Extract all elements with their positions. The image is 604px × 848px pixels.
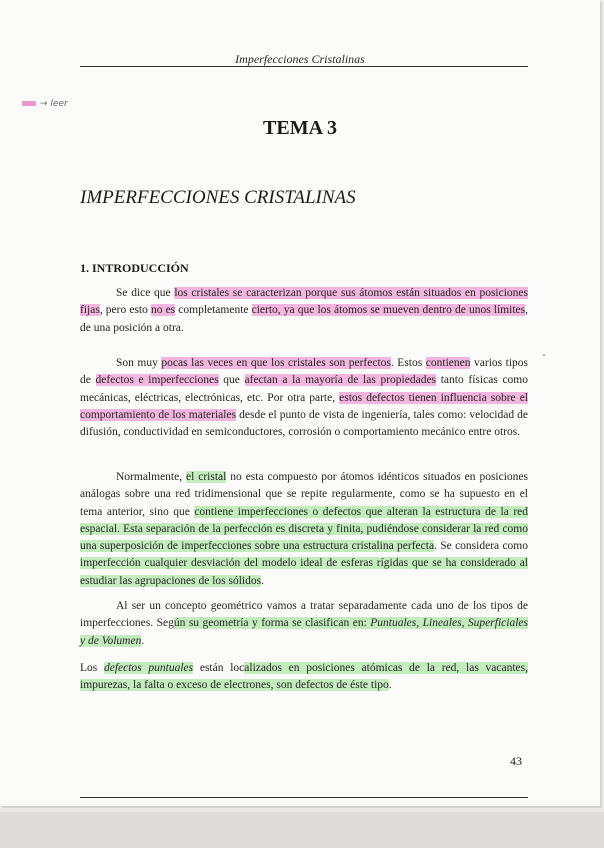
text-run: Se dice que <box>116 287 175 299</box>
paragraph-2 <box>80 355 528 441</box>
highlight-swatch <box>22 101 36 106</box>
running-head: Imperfecciones Cristalinas <box>235 52 365 66</box>
text-run: . Estos <box>390 357 426 369</box>
scan-background-strip <box>0 812 604 848</box>
highlight-green: imperfección cualquier desviación del modelo ideal de esferas rígidas que se ha considerado al estudiar las agrupaciones de los sólidos <box>80 557 528 587</box>
text-run: . <box>261 574 264 587</box>
highlight-pink: cierto, ya que los átomos se mueven dentro de unos límites <box>251 304 526 317</box>
text-run: desde el punto de vista de ingeniería, tales como: velocidad de difusión, conductividad en semiconductores, corrosión o comportamiento mecánico entre otros. <box>80 408 528 439</box>
margin-note <box>22 99 68 109</box>
text-run: . <box>388 679 392 692</box>
highlight-pink: pocas las veces en que los cristales son perfectos <box>161 357 391 369</box>
paragraph-4 <box>80 598 528 650</box>
highlight-pink: afectan a la mayoría de las propiedades <box>244 374 437 387</box>
highlight-green: el cristal <box>186 471 227 483</box>
footer-rule <box>80 797 528 798</box>
margin-note-text: → leer <box>40 99 68 109</box>
text-run: . <box>141 634 145 647</box>
paragraph-5 <box>80 660 528 695</box>
text-run: no esta compuesto por átomos idénticos situados en posiciones análogas sobre una red tridimensional que se repite regularmente, como se ha supuesto en el tema anterior, sino que <box>80 471 529 518</box>
text-run: que <box>218 374 245 387</box>
text-run: , de una posición a otra. <box>80 304 528 334</box>
chapter-title: IMPERFECCIONES CRISTALINAS <box>80 187 356 208</box>
highlight-green: contiene imperfecciones o defectos que alteran la estructura de la red espacial. Esta separación de la perfección es discreta y finita, pudiéndose considerar la red como una superposición de imperfecciones sobre una estructura cristalina perfecta <box>80 505 529 553</box>
highlight-green: alizados en posiciones atómicas de la red, las vacantes, impurezas, la falta o exceso de electrones, son defectos de éste tipo <box>80 662 529 692</box>
highlight-green-italic: Puntuales, Lineales, Superficiales y de Volumen <box>80 617 528 647</box>
highlight-pink: contienen <box>425 357 471 369</box>
highlight-pink: los cristales se caracterizan porque sus átomos están situados en posiciones fijas <box>80 287 528 317</box>
text-run: . Se considera como <box>434 540 528 553</box>
highlight-green-italic: defectos puntuales <box>103 662 194 674</box>
page-number: 43 <box>510 754 522 768</box>
highlight-pink: defectos e imperfecciones <box>95 374 219 387</box>
highlight-pink: estos defectos tienen influencia sobre el comportamiento de los materiales <box>80 391 528 421</box>
paragraph-3 <box>80 469 528 590</box>
section-heading: 1. INTRODUCCIÓN <box>80 261 189 275</box>
text-run: Normalmente, <box>116 471 187 483</box>
text-run: Son muy <box>116 357 162 369</box>
paragraph-1 <box>80 285 528 337</box>
margin-dot <box>543 354 545 356</box>
text-run: Los <box>80 662 104 674</box>
text-run: tanto físicas como mecánicas, eléctricas, electrónicas, etc. Por otra parte, <box>80 374 528 404</box>
highlight-pink: no es <box>150 304 176 317</box>
header-rule <box>80 66 528 67</box>
text-run: completamente <box>175 304 252 317</box>
tema-heading: TEMA 3 <box>263 117 337 139</box>
highlight-green: ún su geometría y forma se clasifican en: <box>173 617 371 630</box>
text-run: están loc <box>193 662 245 674</box>
text-run: varios tipos de <box>80 357 529 387</box>
text-run: Al ser un concepto geométrico vamos a tratar separadamente cada uno de los tipos de imperfecciones. Seg <box>80 600 528 630</box>
text-run: , pero esto <box>99 304 151 317</box>
